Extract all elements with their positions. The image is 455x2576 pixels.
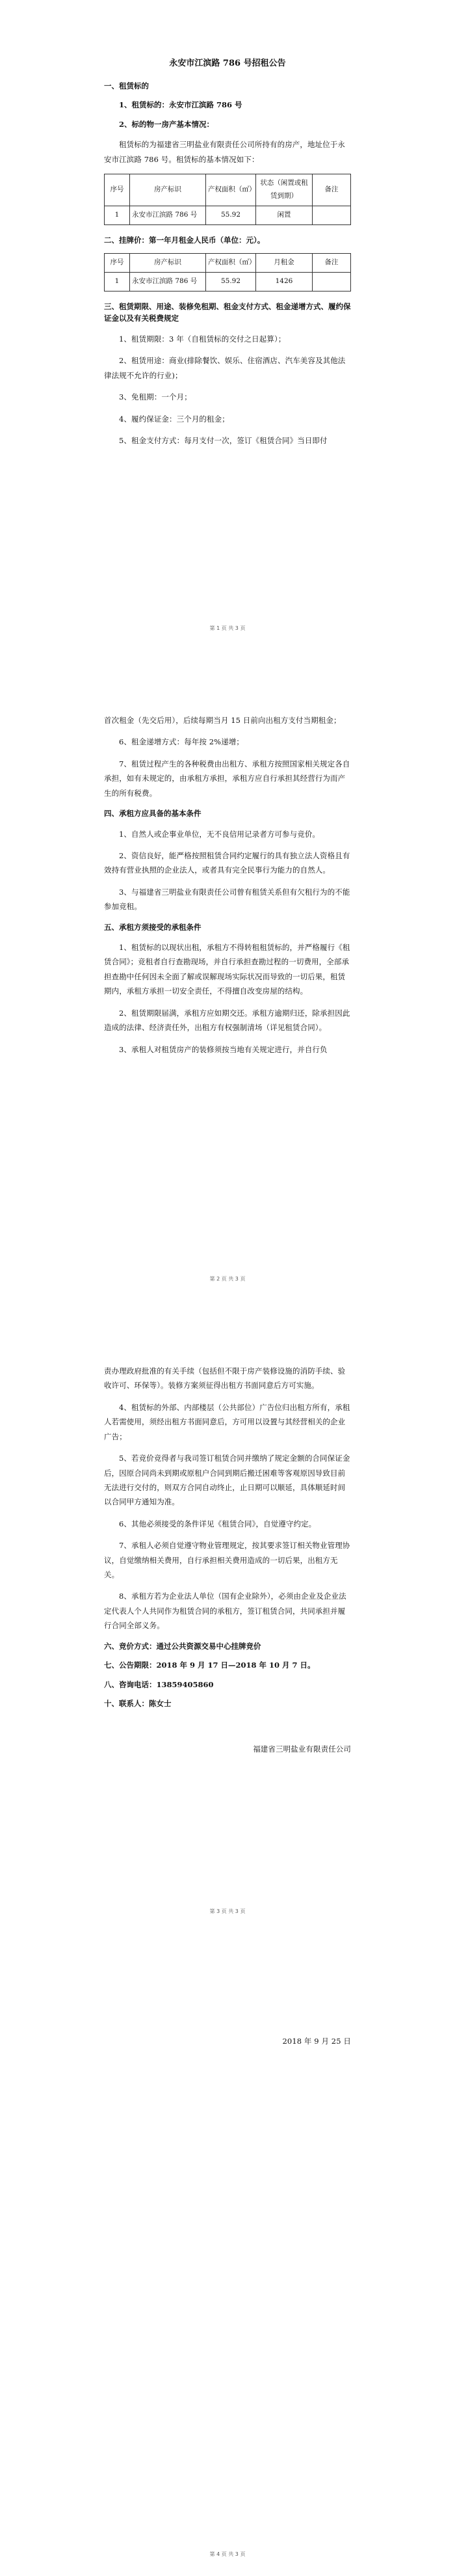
table-cell: 55.92 (206, 206, 256, 224)
section-3-item-4: 4、履约保证金：三个月的租金； (119, 414, 229, 424)
section-6-heading: 六、竞价方式：通过公共资源交易中心挂牌竞价 (104, 1641, 261, 1651)
table-header-cell: 产权面积（㎡） (206, 174, 256, 206)
table-header-cell: 备注 (313, 254, 351, 273)
section-7-heading: 七、公告期限：2018 年 9 月 17 日—2018 年 10 月 7 日。 (104, 1661, 315, 1670)
section-5-item-3b: 责办理政府批准的有关手续（包括但不限于房产装修设施的消防手续、验收许可、环保等）。装修方案须征得出租方书面同意后方可实施。 (104, 1366, 346, 1390)
table-header-cell: 序号 (105, 174, 130, 206)
section-4-item-1: 1、自然人或企事业单位，无不良信用记录者方可参与竞价。 (119, 829, 320, 839)
table-cell: 1 (105, 206, 130, 224)
table-cell: 1426 (256, 273, 313, 291)
table-header-cell: 产权面积（㎡） (206, 254, 256, 273)
rent-table-header (105, 254, 351, 273)
page-2-content (104, 713, 351, 1064)
rent-table (104, 253, 351, 291)
table-header-cell: 月租金 (256, 254, 313, 273)
section-3-item-3: 3、免租期：一个月； (119, 392, 192, 402)
table-cell: 永安市江滨路 786 号 (130, 206, 206, 224)
section-10-heading: 十、联系人：陈女士 (104, 1698, 172, 1708)
section-4-heading: 四、承租方应具备的基本条件 (104, 809, 202, 819)
table-cell: 闲置 (256, 206, 313, 224)
section-5-item-7: 7、承租人必须自觉遵守物业管理规定，按其要求签订相关物业管理协议，自觉缴纳相关费用，自行承担相关费用造成的一切后果，出租方无关。 (104, 1541, 350, 1580)
section-5-item-4: 4、租赁标的外部、内部楼层（公共部位）广告位归出租方所有，承租人若需使用，须经出租方书面同意后，方可用以设置与其经营相关的企业广告； (104, 1402, 350, 1441)
table-cell: 55.92 (206, 273, 256, 291)
table-header-cell: 备注 (313, 174, 351, 206)
section-3-item-5a: 5、租金支付方式：每月支付一次，签订《租赁合同》当日即付 (119, 435, 328, 445)
section-3-item-1: 1、租赁期限：3 年（自租赁标的交付之日起算）； (119, 334, 286, 344)
section-8-heading: 八、咨询电话：13859405860 (104, 1679, 214, 1689)
section-1-heading: 一、租赁标的 (104, 81, 149, 90)
page-3-content (104, 1364, 351, 1764)
company-signature: 福建省三明盐业有限责任公司 (253, 1744, 351, 1754)
property-table-header (105, 174, 351, 206)
page-3 (0, 1301, 455, 1952)
section-2-heading: 二、挂牌价：第一年月租金人民币（单位：元）。 (104, 235, 265, 245)
section-3-item-7: 7、租赁过程产生的各种税费由出租方、承租方按照国家相关规定各自承担，如有未规定的，由承租方承担，承租方应自行承担其经营行为而产生的所有税费。 (104, 759, 350, 798)
section-5-heading: 五、承租方须接受的承租条件 (104, 922, 202, 932)
section-5-item-5: 5、若竞价竞得者与我司签订租赁合同并缴纳了规定金额的合同保证金后，因原合同尚未到期或原租户合同到期后搬迁困难等客观原因导致目前无法进行交付的，则双方合同自动终止，止日期可以顺延，具体顺延时间以合同甲方通知为准。 (104, 1454, 350, 1507)
document-title: 永安市江滨路 786 号招租公告 (169, 59, 286, 68)
section-3-item-5b: 首次租金（先交后用），后续每期当月 15 日前向出租方支付当期租金； (104, 716, 341, 725)
page-1 (0, 0, 455, 638)
page-4 (0, 1972, 455, 2576)
property-table (104, 174, 351, 225)
section-5-item-2: 2、租赁期限届满，承租方应如期交还。承租方逾期归还，除承担因此造成的法律、经济责任外，出租方有权强制清场（详见租赁合同）。 (104, 1008, 350, 1033)
section-3-item-2: 2、租赁用途：商业(排除餐饮、娱乐、住宿酒店、汽车美容及其他法律法规不允许的行业)； (104, 356, 346, 380)
section-3-heading: 三、租赁期限、用途、装修免租期、租金支付方式、租金递增方式、履约保证金以及有关税费规定 (104, 302, 351, 323)
page-4-content (104, 2034, 351, 2055)
page-footer: 第 2 页 共 3 页 (209, 1276, 246, 1282)
section-5-item-1: 1、租赁标的以现状出租，承租方不得转租租赁标的，并严格履行《租赁合同》；竞租者自行查勘现场，并自行承担查勘过程的一切费用，全部承担查勘中任何因未全面了解或误解现场实际状况而导致的一切后果，租赁期内，承租方承担一切安全责任，不得擅自改变房屋的结构。 (104, 943, 350, 996)
table-cell: 永安市江滨路 786 号 (130, 273, 206, 291)
section-5-item-3a: 3、承租人对租赁房产的装修须按当地有关规定进行，并自行负 (119, 1044, 328, 1054)
section-4-item-3: 3、与福建省三明盐业有限责任公司曾有租赁关系但有欠租行为的不能参加竞租。 (104, 887, 350, 912)
table-cell (313, 273, 351, 291)
page-1-content (104, 56, 351, 455)
section-5-item-6: 6、其他必须接受的条件详见《租赁合同》，自觉遵守约定。 (119, 1519, 317, 1528)
section-1-sub2: 2、标的物一房产基本情况： (119, 119, 214, 129)
page-2 (0, 651, 455, 1295)
document-date: 2018 年 9 月 25 日 (282, 2037, 351, 2046)
table-header-cell: 状态（闲置或租赁到期） (256, 174, 313, 206)
section-1-intro: 租赁标的为福建省三明盐业有限责任公司所持有的房产，地址位于永安市江滨路 786 号。租赁标的基本情况如下： (104, 140, 345, 164)
table-header-cell: 房产标识 (130, 254, 206, 273)
section-5-item-8: 8、承租方若为企业法人单位（国有企业除外），必须由企业及企业法定代表人个人共同作为租赁合同的承租方，签订租赁合同，共同承担并履行合同全部义务。 (104, 1592, 346, 1631)
section-4-item-2: 2、资信良好，能严格按照租赁合同约定履行的具有独立法人资格且有效持有营业执照的企业法人，或者具有完全民事行为能力的自然人。 (104, 850, 350, 875)
table-row (105, 273, 351, 291)
table-cell (313, 206, 351, 224)
table-header-cell: 序号 (105, 254, 130, 273)
section-1-sub1: 1、租赁标的：永安市江滨路 786 号 (119, 100, 242, 110)
page-footer: 第 4 页 共 3 页 (209, 2551, 246, 2557)
table-header-cell: 房产标识 (130, 174, 206, 206)
section-3-item-6: 6、租金递增方式：每年按 2%递增； (119, 737, 244, 747)
page-footer: 第 1 页 共 3 页 (209, 625, 246, 631)
table-cell: 1 (105, 273, 130, 291)
table-row (105, 206, 351, 224)
page-footer: 第 3 页 共 3 页 (209, 1908, 246, 1914)
